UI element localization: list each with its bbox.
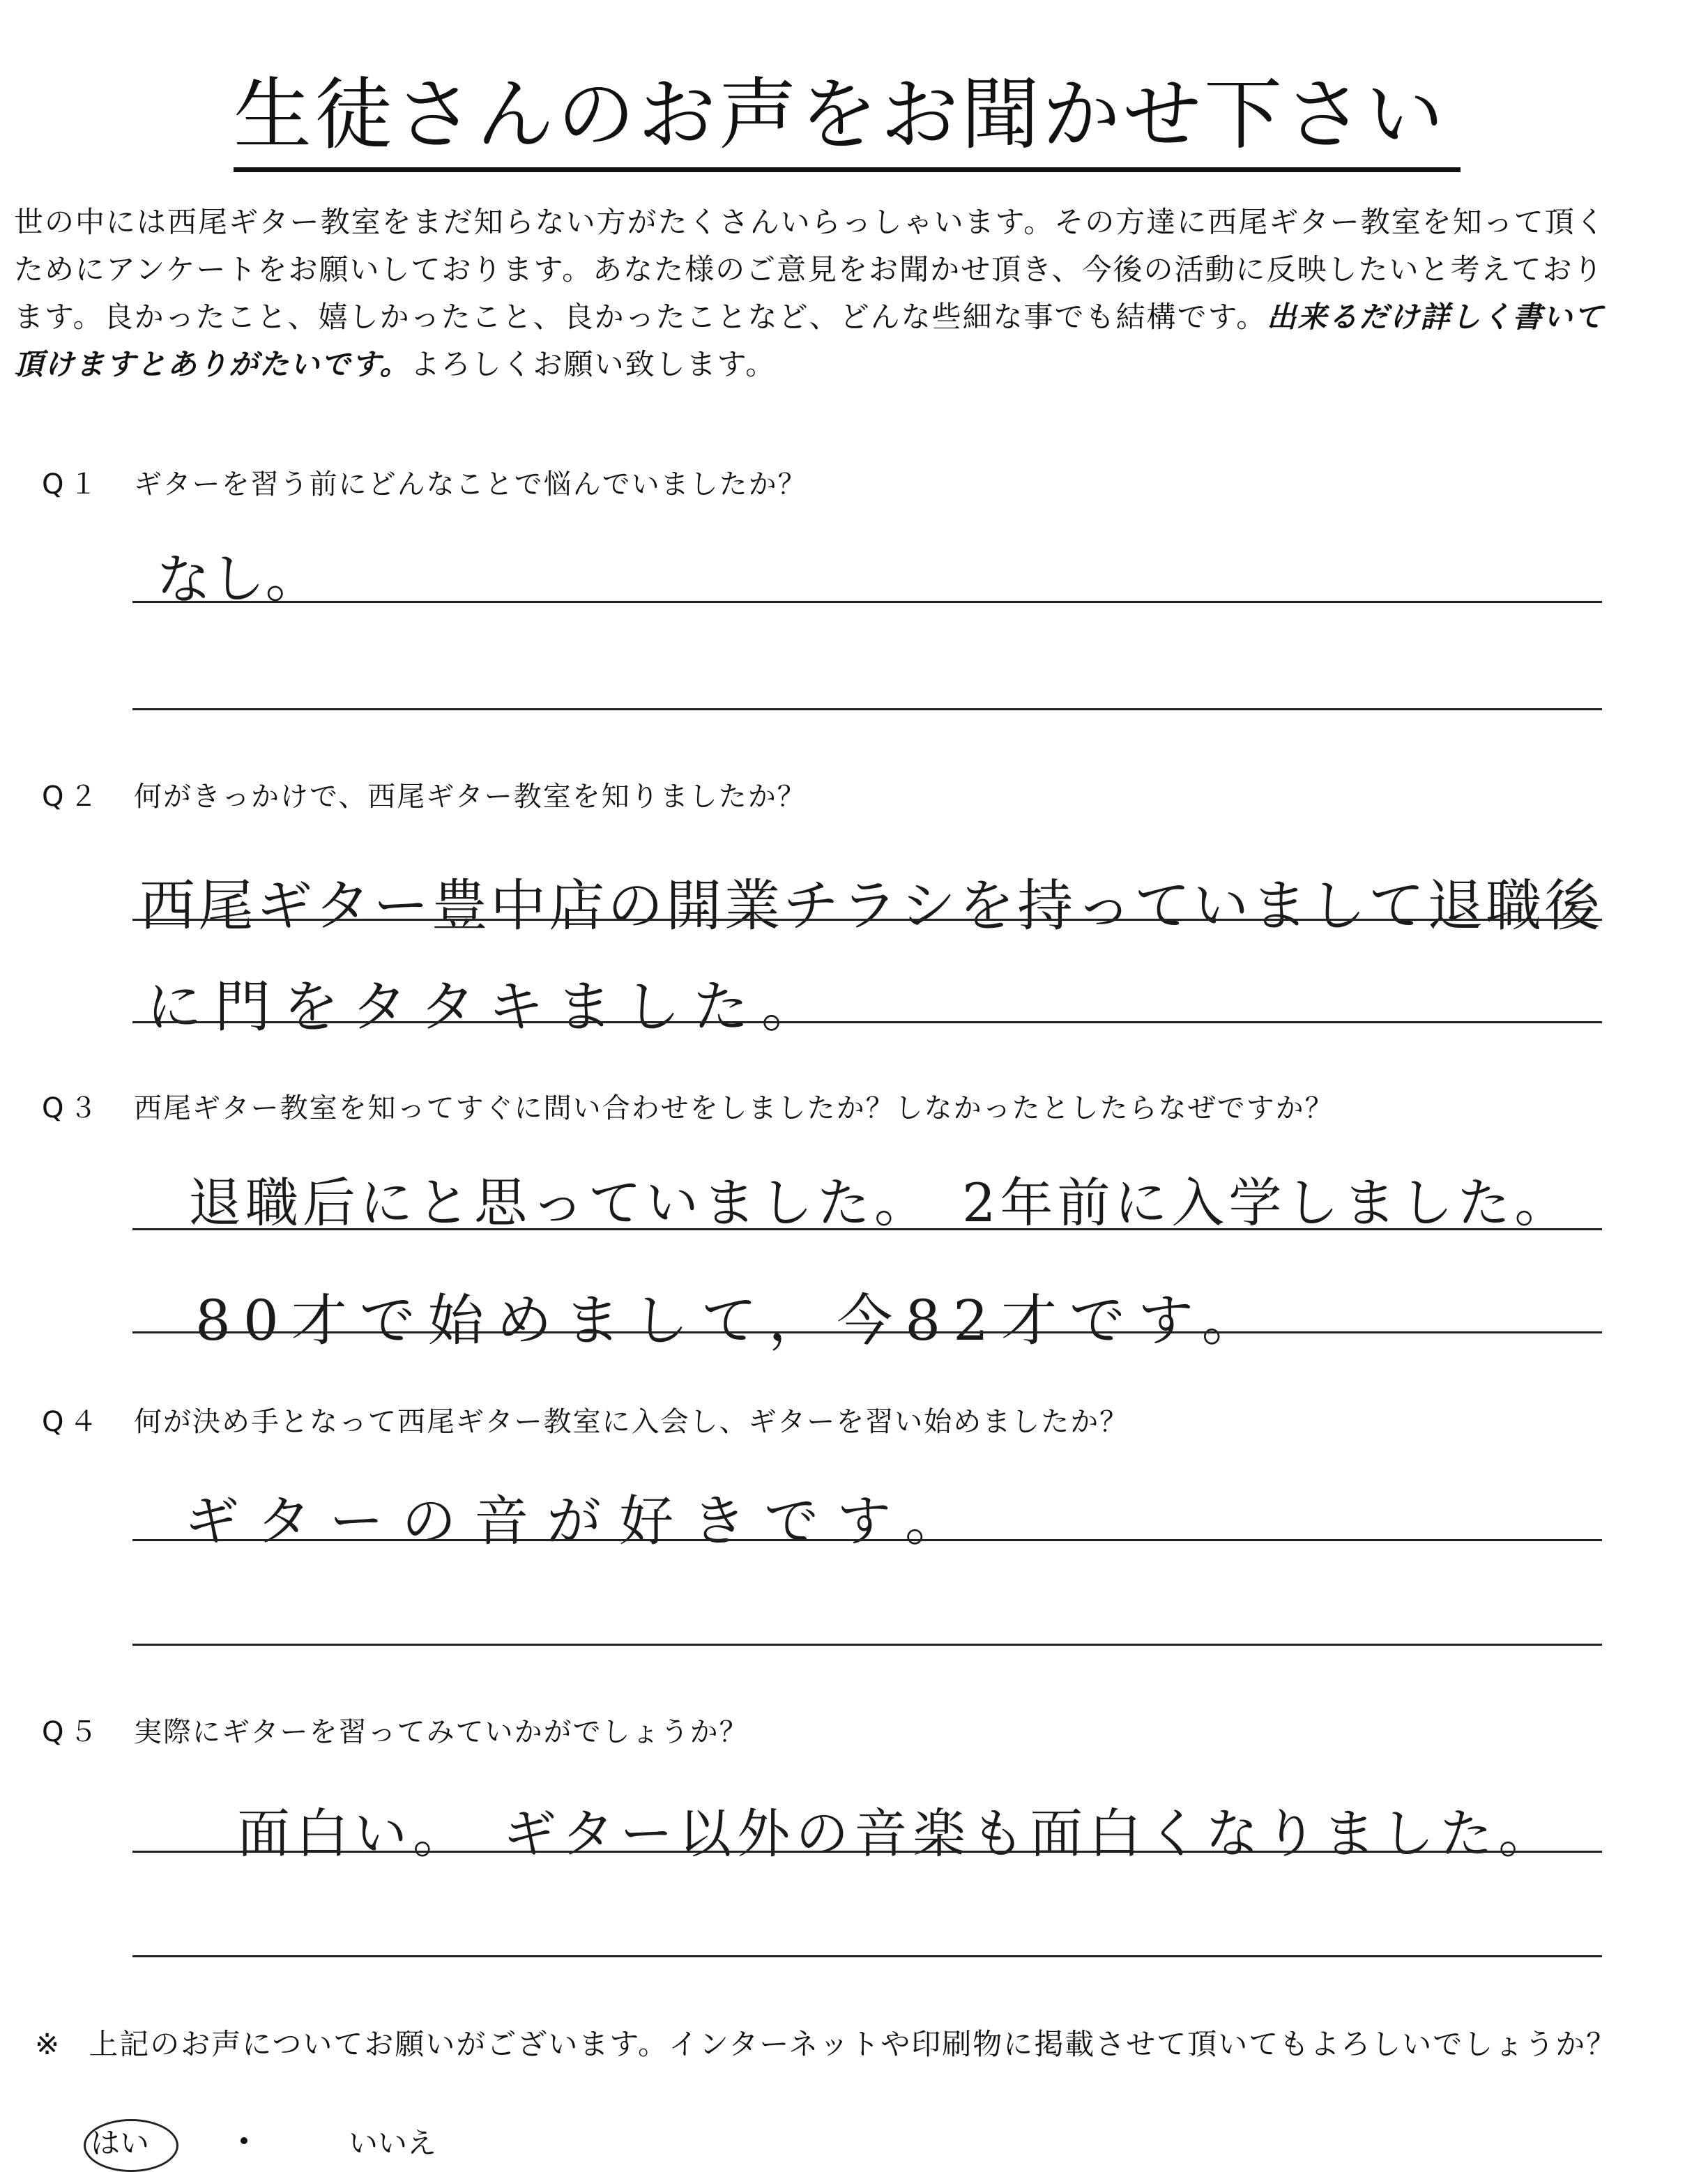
answer-rule — [132, 1539, 1602, 1541]
permission-request-text: 上記のお声についてお願いがございます。インターネットや印刷物に掲載させて頂いてもよろしいでしょうか？ — [89, 2027, 1617, 2061]
intro-line-4-emphasis: 頂けますとありがたいです。 — [14, 347, 411, 381]
answer-rule — [132, 601, 1602, 603]
question-4-answer-line-1: ギターの音が好きです。 — [185, 1490, 977, 1553]
answer-rule — [132, 1851, 1602, 1853]
consent-yes-option[interactable]: はい — [91, 2126, 150, 2160]
answer-rule — [132, 1331, 1602, 1333]
permission-request-note — [35, 2025, 1617, 2064]
intro-line-3-plain: ます。良かったこと、嬉しかったこと、良かったことなど、どんな些細な事でも結構です。 — [14, 300, 1267, 334]
separator-dot — [241, 2137, 247, 2144]
question-5-label: Q５ — [42, 1716, 103, 1748]
intro-line-2: ためにアンケートをお願いしております。あなた様のご意見をお聞かせ頂き、今後の活動に反映したいと考えており — [14, 252, 1604, 286]
question-1-label: Q１ — [42, 468, 103, 500]
answer-rule — [132, 708, 1602, 710]
intro-line-1: 世の中には西尾ギター教室をまだ知らない方がたくさんいらっしゃいます。その方達に西尾ギター教室を知って頂く — [14, 205, 1606, 239]
question-4-text: 何が決め手となって西尾ギター教室に入会し、ギターを習い始めましたか？ — [134, 1406, 1129, 1438]
question-2-answer-line-1: 西尾ギター豊中店の開業チラシを持っていまして退職後 — [139, 873, 1603, 938]
answer-rule — [132, 1955, 1602, 1957]
question-3-label: Q３ — [42, 1092, 103, 1124]
question-1-text: ギターを習う前にどんなことで悩んでいましたか？ — [134, 468, 807, 500]
answer-rule — [132, 919, 1602, 921]
page-title: 生徒さんのお声をお聞かせ下さい — [234, 70, 1447, 160]
question-4-label: Q４ — [42, 1406, 103, 1438]
intro-line-3 — [14, 293, 1694, 341]
question-5-answer-line-1: 面白い。 ギター以外の音楽も面白くなりました。 — [237, 1803, 1557, 1865]
question-3-text: 西尾ギター教室を知ってすぐに問い合わせをしましたか？しなかったとしたらなぜですか？ — [134, 1092, 1334, 1124]
intro-paragraph — [14, 199, 1694, 388]
question-2-text: 何がきっかけで、西尾ギター教室を知りましたか？ — [134, 781, 807, 813]
question-3-answer-line-1: 退職后にと思っていました。 2年前に入学しました。 — [188, 1172, 1572, 1234]
intro-line-4 — [14, 341, 1694, 388]
question-2-answer-line-2: に門をタタキました。 — [146, 974, 830, 1039]
intro-line-4-plain: よろしくお願い致します。 — [410, 347, 777, 381]
consent-no-option[interactable]: いいえ — [349, 2126, 437, 2160]
answer-rule — [132, 1228, 1602, 1230]
answer-rule — [132, 1021, 1602, 1023]
question-3-answer-line-2: 80才で始めまして，今82才です。 — [195, 1288, 1270, 1353]
question-5-text: 実際にギターを習ってみていかがでしょうか？ — [134, 1716, 749, 1748]
answer-rule — [132, 1644, 1602, 1646]
title-underline — [234, 167, 1461, 172]
intro-line-3-emphasis: 出来るだけ詳しく書いて — [1267, 300, 1605, 334]
reference-mark-icon: ※ — [35, 2027, 61, 2061]
question-2-label: Q２ — [42, 781, 103, 813]
question-1-answer-line-1: なし。 — [155, 546, 320, 613]
